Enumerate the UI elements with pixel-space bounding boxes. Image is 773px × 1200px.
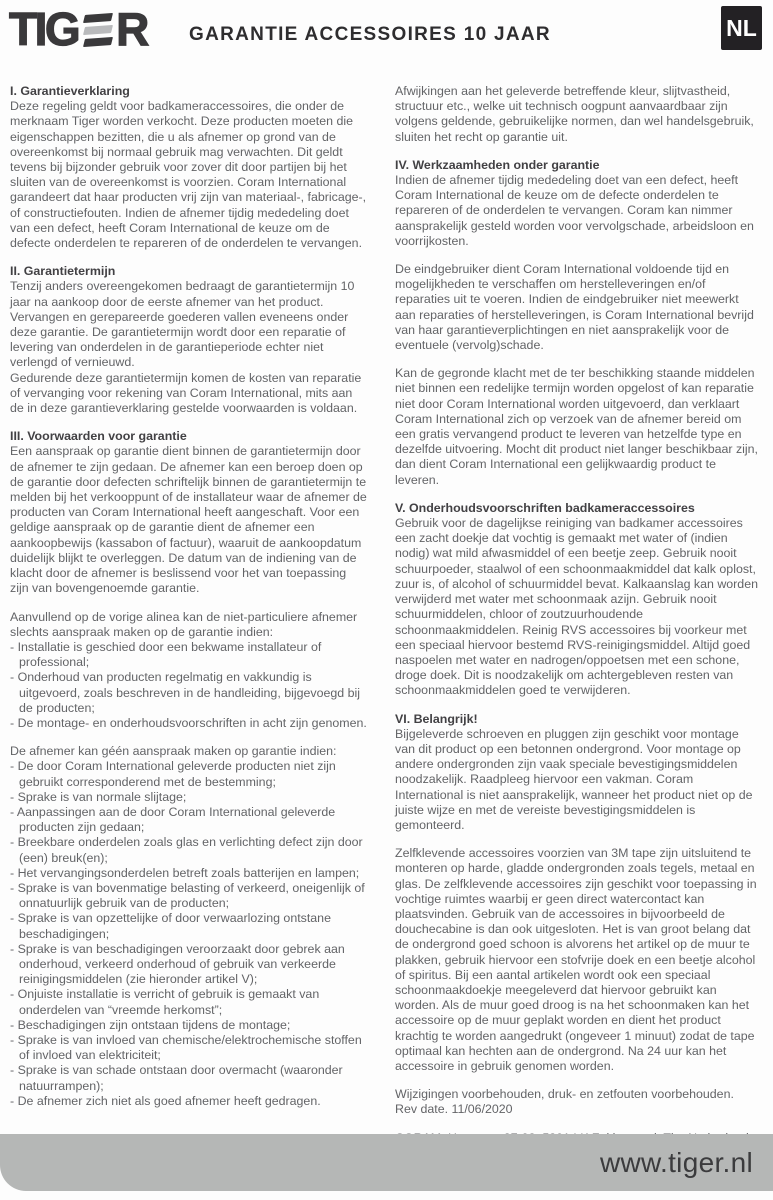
paragraph: Deze regeling geldt voor badkameraccessoires, die onder de merknaam Tiger worden verkocht. Deze producten moeten die eigenschappen bezitten, die u als afnemer op grond van de overeenkomst bij normaal gebruik mag verwachten. Dit geldt tevens bij bijzonder gebruik voor zover dit door partijen bij het sluiten van de overeenkomst is voorzien. Coram International garandeert dat haar producten vrij zijn van materiaal-, fabricage-, of constructiefouten. Indien de afnemer tijdig mededeling doet van een defect, heeft Coram International de keuze om de defecte onderdelen te repareren of de onderdelen te vervangen. bbox=[10, 99, 367, 251]
paragraph: Gebruik voor de dagelijkse reiniging van badkamer accessoires een zacht doekje dat vochtig is gemaakt met water of (indien nodig) wat mild afwasmiddel of een beetje zeep. Gebruik nooit schuurpoeder, staalwol of een schoonmaakmiddel dat kalk oplost, zuur is, of alcohol of schuurmiddel bevat. Kalkaanslag kan worden verwijderd met water met schoonmaak azijn. Gebruik nooit schuurmiddelen, chloor of zoutzuurhoudende schoonmaakmiddelen. Reinig RVS accessoires bij voorkeur met een speciaal hiervoor bestemd RVS-reinigingsmiddel. Altijd goed naspoelen met water en nadrogen/oppoetsen met een schone, droge doek. Dit is noodzakelijk om achtergebleven resten van schoonmaakmiddelen goed te verwijderen. bbox=[395, 516, 758, 698]
list-item: - Het vervangingsonderdelen betreft zoals batterijen en lampen; bbox=[10, 866, 367, 881]
disclaimer-block bbox=[395, 1087, 761, 1117]
paragraph: Bijgeleverde schroeven en pluggen zijn geschikt voor montage van dit product op een betonnen ondergrond. Voor montage op andere ondergronden zijn vaak speciale bevestigingsmiddelen noodzakelijk. Raadpleeg hiervoor een vakman. Coram International is niet aansprakelijk, wanneer het product niet op de juiste wijze en met de vereiste bevestigingsmiddelen is gemonteerd. bbox=[395, 726, 753, 832]
list-item: - Onderhoud van producten regelmatig en vakkundig is uitgevoerd, zoals beschreven in de handleiding, bijgevoegd bij de producten; bbox=[10, 670, 367, 716]
logo-text-r: R bbox=[116, 3, 147, 55]
paragraph: Kan de gegronde klacht met de ter beschikking staande middelen niet binnen een redelijke termijn worden opgelost of kan reparatie niet door Coram International worden uitgevoerd, dan verklaart Coram International zich op verzoek van de afnemer bereid om een gratis vervangend product te leveren van hetzelfde type en dezelfde uitvoering. Mocht dit product niet langer beschikbaar zijn, dan dient Coram International een gelijkwaardig product te leveren. bbox=[395, 366, 758, 487]
list-item: - Sprake is van schade ontstaan door overmacht (waaronder natuurrampen); bbox=[10, 1063, 367, 1093]
document-header bbox=[0, 0, 773, 84]
section-voorwaarden bbox=[10, 429, 367, 596]
right-column bbox=[395, 84, 761, 1146]
language-badge: NL bbox=[721, 6, 762, 50]
list-item: - Aanpassingen aan de door Coram International geleverde producten zijn gedaan; bbox=[10, 805, 367, 835]
paragraph: Vervangen en gerepareerde goederen vallen eveneens onder deze garantie. De garantietermijn wordt door een reparatie of levering van onderdelen in de garantieperiode echter niet verlengd of vernieuwd. bbox=[10, 309, 349, 370]
paragraph: Afwijkingen aan het geleverde betreffende kleur, slijtvastheid, structuur etc., welke uit technisch oogpunt aanvaardbaar zijn volgens geldende, gebruikelijke normen, dan wel handelsgebruik, sluiten het recht op garantie uit. bbox=[395, 84, 754, 144]
paragraph: Zelfklevende accessoires voorzien van 3M tape zijn uitsluitend te monteren op harde, gladde ondergronden zoals tegels, metaal en glas. De zelfklevende accessoires zijn geschikt voor toepassing in vochtige ruimtes waarbij er geen direct watercontact kan plaatsvinden. Gebruik van de accessoires in bijvoorbeeld de douchecabine is dan ook uitgesloten. Het is van groot belang dat de ondergrond goed schoon is alvorens het artikel op de muur te plakken, gebruik hiervoor een stofvrije doek en een beetje alcohol of spiritus. Bij een aantal artikelen wordt ook een speciaal schoonmaakdoekje meegeleverd dat hiervoor gebruikt kan worden. Als de muur goed droog is na het schoonmaken kan het accessoire op de muur geplakt worden en dient het product krachtig te worden aangedrukt (ongeveer 1 minuut) zodat de tape optimaal kan hechten aan de ondergrond. Na 24 uur kan het accessoire in gebruik genomen worden. bbox=[395, 846, 757, 1073]
revision-date: Rev date. 11/06/2020 bbox=[395, 1102, 513, 1117]
section-onderhoudsvoorschriften bbox=[395, 501, 761, 699]
website-url: www.tiger.nl bbox=[600, 1146, 753, 1178]
list-intro: Aanvullend op de vorige alinea kan de niet-particuliere afnemer slechts aanspraak maken op de garantie indien: bbox=[10, 609, 358, 639]
paragraph: Gedurende deze garantietermijn komen de kosten van reparatie of vervanging voor rekening van Coram International, mits aan de in deze garantieverklaring gestelde voorwaarden is voldaan. bbox=[10, 370, 362, 416]
list-item: - Beschadigingen zijn ontstaan tijdens de montage; bbox=[10, 1018, 367, 1033]
left-column bbox=[10, 84, 367, 1146]
section-garantieverklaring bbox=[10, 84, 367, 251]
conditions-exclusions-list bbox=[10, 759, 367, 1109]
conditions-positive-list bbox=[10, 640, 367, 731]
section-garantietermijn bbox=[10, 264, 367, 416]
section-heading: III. Voorwaarden voor garantie bbox=[10, 429, 187, 444]
section-heading: I. Garantieverklaring bbox=[10, 84, 130, 98]
paragraph: Indien de afnemer tijdig mededeling doet van een defect, heeft Coram International de keuze om de defecte onderdelen te repareren of de onderdelen te vervangen. Coram kan nimmer aansprakelijk gesteld worden voor vervolgschade, arbeidsloon en voorrijkosten. bbox=[395, 173, 754, 248]
section-heading: VI. Belangrijk! bbox=[395, 711, 478, 726]
list-item: - Sprake is van opzettelijke of door verwaarlozing ontstane beschadigingen; bbox=[10, 911, 367, 941]
section-heading: II. Garantietermijn bbox=[10, 264, 116, 279]
list-item: - Onjuiste installatie is verricht of gebruik is gemaakt van onderdelen van “vreemde herkomst”; bbox=[10, 987, 367, 1017]
conditions-exclusions-block bbox=[10, 744, 367, 1109]
list-intro: De afnemer kan géén aanspraak maken op garantie indien: bbox=[10, 744, 337, 759]
list-item: - Installatie is geschied door een bekwame installateur of professional; bbox=[10, 640, 367, 670]
section-werkzaamheden bbox=[395, 158, 761, 488]
disclaimer-line: Wijzigingen voorbehouden, druk- en zetfouten voorbehouden. bbox=[395, 1087, 734, 1102]
deviations-paragraph-block bbox=[395, 84, 761, 145]
logo-text-tig: TIG bbox=[9, 3, 79, 55]
document-body bbox=[10, 84, 761, 1146]
paragraph: De eindgebruiker dient Coram International voldoende tijd en mogelijkheden te verschaffen om herstelleveringen en/of reparaties uit te voeren. Indien de eindgebruiker niet meewerkt aan reparaties of herstelleveringen, is Coram International bevrijd van haar garantieverplichtingen en niet aansprakelijk voor de eventuele (vervolg)schade. bbox=[395, 262, 754, 353]
list-item: - De afnemer zich niet als goed afnemer heeft gedragen. bbox=[10, 1094, 367, 1109]
list-item: - Breekbare onderdelen zoals glas en verlichting defect zijn door (een) breuk(en); bbox=[10, 835, 367, 865]
page-title: GARANTIE ACCESSOIRES 10 JAAR bbox=[189, 24, 551, 45]
list-item: - Sprake is van invloed van chemische/elektrochemische stoffen of invloed van elektriciteit; bbox=[10, 1033, 367, 1063]
section-heading: V. Onderhoudsvoorschriften badkameraccessoires bbox=[395, 500, 695, 515]
list-item: - Sprake is van normale slijtage; bbox=[10, 790, 367, 805]
list-item: - Sprake is van beschadigingen veroorzaakt door gebrek aan onderhoud, verkeerd onderhoud of gebruik van verkeerde reinigingsmiddelen (zie hieronder artikel V); bbox=[10, 942, 367, 988]
conditions-positive-block bbox=[10, 610, 367, 732]
list-item: - De door Coram International geleverde producten niet zijn gebruikt corresponderend met de bestemming; bbox=[10, 759, 367, 789]
footer-bar bbox=[0, 1134, 773, 1191]
section-heading: IV. Werkzaamheden onder garantie bbox=[395, 157, 600, 172]
section-belangrijk bbox=[395, 712, 761, 1075]
paragraph: Een aanspraak op garantie dient binnen de garantietermijn door de afnemer te zijn gedaan. De afnemer kan een beroep doen op de garantie door defecten schriftelijk binnen de garantietermijn te melden bij het verkooppunt of de installateur waar de afnemer de producten van Coram International heeft aangeschaft. Voor een geldige aanspraak op de garantie dient de afnemer een aankoopbewijs (kassabon of factuur), waaruit de aankoopdatum duidelijk blijkt te overleggen. De datum van de indiening van de klacht door de afnemer is beslissend voor het van toepassing zijn van bovengenoemde garantie. bbox=[10, 444, 367, 596]
logo-letter-e-bars-icon bbox=[84, 13, 112, 47]
list-item: - Sprake is van bovenmatige belasting of verkeerd, oneigenlijk of onnatuurlijk gebruik van de producten; bbox=[10, 881, 367, 911]
paragraph: Tenzij anders overeengekomen bedraagt de garantietermijn 10 jaar na aankoop door de eerste afnemer van het product. bbox=[10, 279, 355, 309]
list-item: - De montage- en onderhoudsvoorschriften in acht zijn genomen. bbox=[10, 716, 367, 731]
